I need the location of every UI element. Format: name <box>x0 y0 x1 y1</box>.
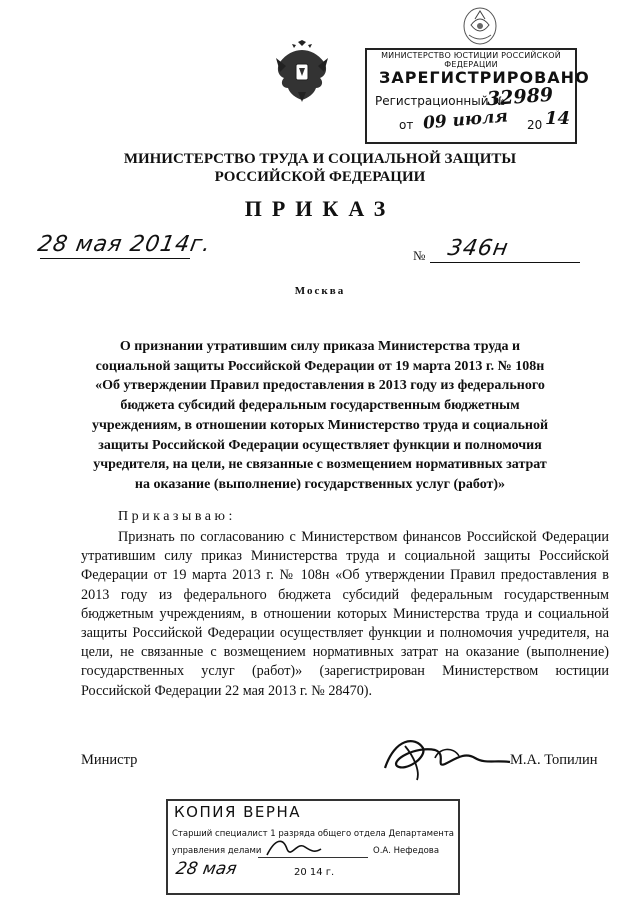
document-type: ПРИКАЗ <box>244 196 396 221</box>
ministry-title-line2: РОССИЙСКОЙ ФЕДЕРАЦИИ <box>214 169 426 185</box>
number-underline <box>430 262 580 263</box>
ministry-title-line1: МИНИСТЕРСТВО ТРУДА И СОЦИАЛЬНОЙ ЗАЩИТЫ <box>123 151 517 167</box>
registration-date-prefix: от <box>399 118 414 132</box>
registration-status: ЗАРЕГИСТРИРОВАНО <box>379 68 590 87</box>
coat-of-arms-icon <box>272 40 332 104</box>
registration-stamp <box>365 48 590 144</box>
registration-year-value: 14 <box>545 108 571 129</box>
copy-stamp-department: управления делами <box>172 846 262 856</box>
order-date: 28 мая 2014г. <box>35 232 214 257</box>
copy-stamp-date: 28 мая <box>174 859 239 879</box>
registration-number-label: Регистрационный № <box>375 94 505 108</box>
registration-year-prefix: 20 <box>527 118 543 132</box>
registration-stamp-ministry: МИНИСТЕРСТВО ЮСТИЦИИ РОССИЙСКОЙ ФЕДЕРАЦИИ <box>381 51 561 69</box>
copy-stamp-year: 20 14 г. <box>294 867 335 878</box>
copy-certification-stamp <box>166 799 460 895</box>
city: Москва <box>294 285 346 297</box>
copy-signature-icon <box>263 833 323 863</box>
signatory-name: М.А. Топилин <box>510 752 598 768</box>
order-number: 346н <box>445 236 511 261</box>
command-word: Приказываю: <box>118 509 236 524</box>
copy-stamp-title: КОПИЯ ВЕРНА <box>174 803 302 821</box>
date-underline <box>40 258 190 259</box>
order-number-sign: № <box>413 248 426 263</box>
registration-number-value: 32989 <box>486 83 554 111</box>
ministry-seal-icon <box>455 5 505 47</box>
copy-stamp-name: О.А. Нефедова <box>373 846 440 856</box>
order-subject: О признании утратившим силу приказа Министерства труда и социальной защиты Российской Федерации от 19 марта 2013 г. № 108н «Об утверждении Правил предоставления в 2013 году из федерального бюджета субсидий федеральным государственным бюджетным учреждениям, в отношении которых Министерство труда и социальной защиты Российской Федерации осуществляет функции и полномочия учредителя, на цели, не связанные с возмещением нормативных затрат на оказание (выполнение) государственных услуг (работ)» <box>91 339 549 492</box>
registration-date-value: 09 июля <box>422 106 509 134</box>
signatory-position: Министр <box>81 752 138 768</box>
ministry-title <box>0 150 640 186</box>
minister-signature-icon <box>375 728 515 788</box>
copy-stamp-position: Старший специалист 1 разряда общего отдела Департамента <box>172 829 455 839</box>
order-body-text: Признать по согласованию с Министерством финансов Российской Федерации утратившим силу приказ Министерства труда и социальной защиты Российской Федерации от 19 марта 2013 г. № 108н «Об утверждении Правил предоставления в 2013 году из федерального бюджета субсидий федеральным государственным бюджетным учреждениям, в отношении которых Министерства труда и социальной защиты Российской Федерации осуществляет функции и полномочия учредителя, на цели, не связанные с возмещением нормативных затрат на оказание (выполнение) государственных услуг (работ)» (зарегистрирован Министерством юстиции Российской Федерации 22 мая 2013 г. № 28470). <box>81 529 609 699</box>
